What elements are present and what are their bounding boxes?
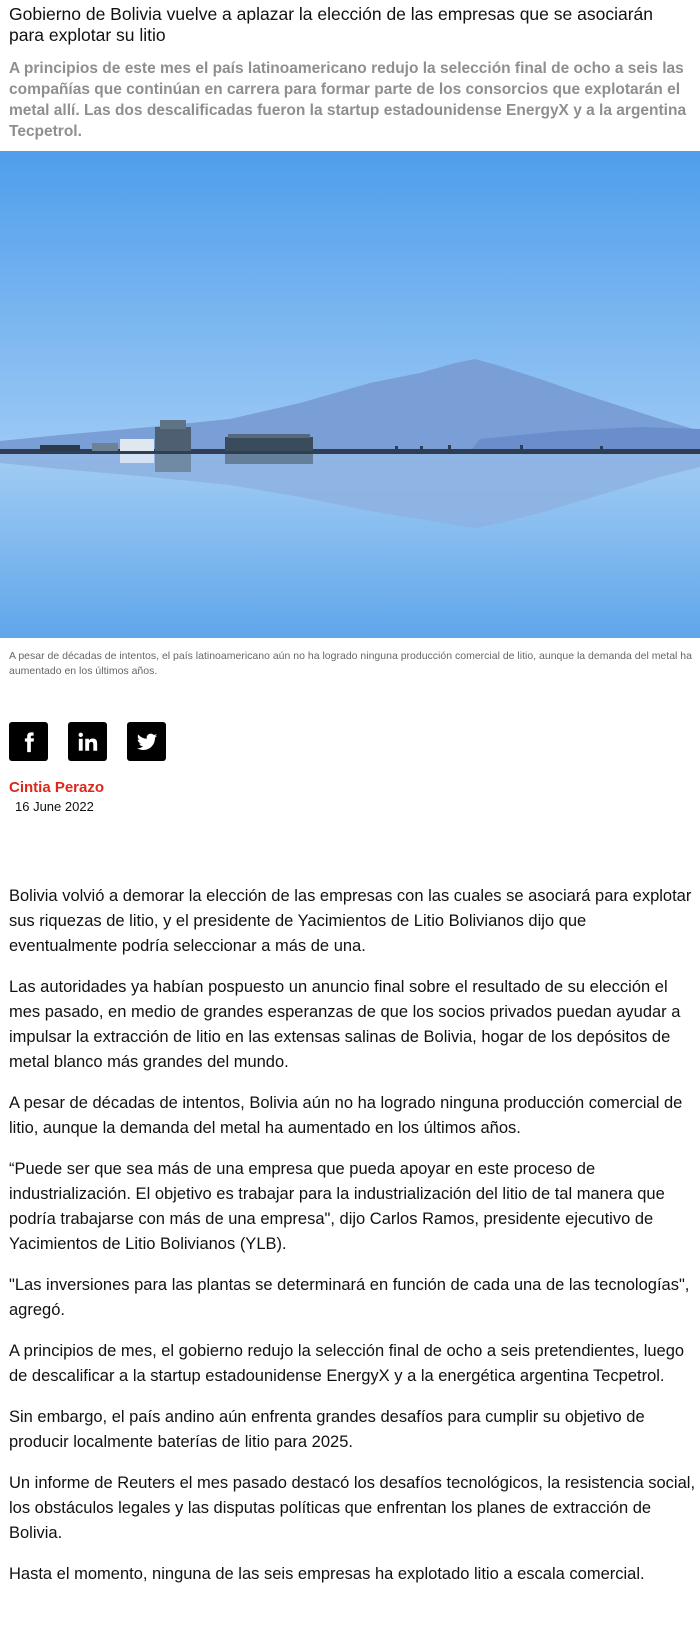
- twitter-icon: [136, 731, 158, 753]
- salt-flat-photo: [0, 151, 700, 638]
- facebook-icon: [18, 731, 40, 753]
- article-paragraph: Un informe de Reuters el mes pasado destacó los desafíos tecnológicos, la resistencia social, los obstáculos legales y las disputas políticas que enfrentan los planes de extracción de Bolivia.: [9, 1474, 696, 1542]
- article-lede: A principios de este mes el país latinoamericano redujo la selección final de ocho a seis las compañías que continúan en carrera para formar parte de los consorcios que explotarán el metal allí. Las dos descalificadas fueron la startup estadounidense EnergyX y a la argentina Tecpetrol.: [9, 60, 687, 140]
- article-paragraph: Bolivia volvió a demorar la elección de las empresas con las cuales se asociará para explotar sus riquezas de litio, y el presidente de Yacimientos de Litio Bolivianos dijo que eventualmente podría seleccionar a más de una.: [9, 887, 692, 955]
- linkedin-icon: [77, 731, 99, 753]
- article-paragraph: A pesar de décadas de intentos, Bolivia aún no ha logrado ninguna producción comercial de litio, aunque la demanda del metal ha aumentado en los últimos años.: [9, 1094, 683, 1137]
- article-headline: Gobierno de Bolivia vuelve a aplazar la elección de las empresas que se asociarán para explotar su litio: [9, 4, 653, 45]
- image-caption: A pesar de décadas de intentos, el país latinoamericano aún no ha logrado ninguna producción comercial de litio, aunque la demanda del metal ha aumentado en los últimos años.: [9, 650, 692, 677]
- article-paragraph: Sin embargo, el país andino aún enfrenta grandes desafíos para cumplir su objetivo de producir localmente baterías de litio para 2025.: [9, 1408, 645, 1451]
- publish-date: 16 June 2022: [15, 799, 94, 814]
- article-paragraph: “Puede ser que sea más de una empresa que pueda apoyar en este proceso de industrialización. El objetivo es trabajar para la industrialización del litio de tal manera que podría trabajarse con más de una empresa", dijo Carlos Ramos, presidente ejecutivo de Yacimientos de Litio Bolivianos (YLB).: [9, 1160, 665, 1253]
- twitter-share-button[interactable]: [127, 722, 166, 761]
- article-paragraph: Hasta el momento, ninguna de las seis empresas ha explotado litio a escala comercial.: [9, 1565, 645, 1583]
- article-body: [9, 884, 697, 1603]
- article-paragraph: "Las inversiones para las plantas se determinará en función de cada una de las tecnologías", agregó.: [9, 1276, 690, 1319]
- linkedin-share-button[interactable]: [68, 722, 107, 761]
- share-bar: [9, 722, 166, 761]
- facebook-share-button[interactable]: [9, 722, 48, 761]
- article-paragraph: Las autoridades ya habían pospuesto un anuncio final sobre el resultado de su elección el mes pasado, en medio de grandes esperanzas de que los socios privados puedan ayudar a impulsar la extracción de litio en las extensas salinas de Bolivia, hogar de los depósitos de metal blanco más grandes del mundo.: [9, 978, 681, 1071]
- article-paragraph: A principios de mes, el gobierno redujo la selección final de ocho a seis pretendientes, luego de descalificar a la startup estadounidense EnergyX y a la energética argentina Tecpetrol.: [9, 1342, 685, 1385]
- author-link[interactable]: Cintia Perazo: [9, 779, 105, 796]
